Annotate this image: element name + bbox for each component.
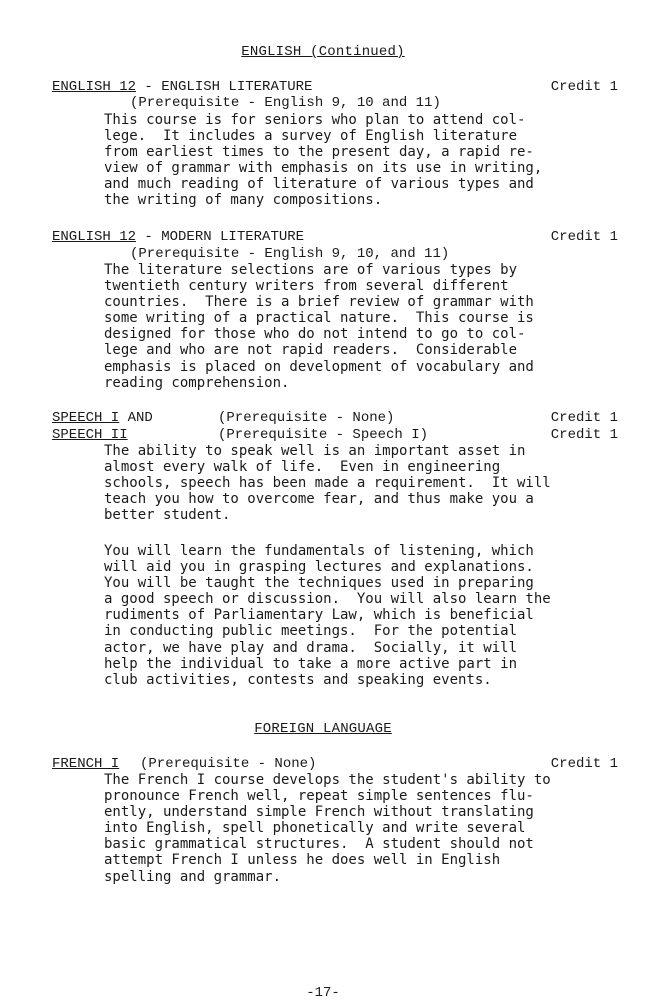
section-heading: FOREIGN LANGUAGE (254, 721, 392, 737)
course-prerequisite: (Prerequisite - None) (140, 756, 317, 772)
course-french-1-header (52, 756, 618, 773)
course-modern-literature-header (52, 229, 618, 246)
course-code: ENGLISH 12 (52, 229, 137, 245)
course-speech-2-header (52, 427, 618, 444)
page-heading: ENGLISH (Continued) (241, 44, 405, 60)
course-name: - ENGLISH LITERATURE (136, 79, 313, 95)
course-code: FRENCH I (52, 756, 120, 772)
course-title (52, 756, 119, 772)
course-title (52, 79, 312, 95)
course-title (52, 427, 128, 443)
course-french-1-description: The French I course develops the student's ability to pronounce French well, repeat simple sentences flu- ently, understand simple French without translating into English, spell phonetically and write several basic grammatical structures. A student should not attempt French I unless he does well in English spelling and grammar. (104, 772, 551, 885)
course-name: - MODERN LITERATURE (136, 229, 305, 245)
course-speech-1-header (52, 410, 618, 427)
course-prerequisite: (Prerequisite - English 9, 10, and 11) (130, 246, 450, 262)
course-credit: Credit 1 (550, 427, 618, 443)
course-code: SPEECH II (52, 427, 128, 443)
course-credit: Credit 1 (550, 756, 618, 772)
page-number: -17- (306, 985, 340, 1001)
speech-description-paragraph-2: You will learn the fundamentals of listening, which will aid you in grasping lectures and explanations. You will be taught the techniques used in preparing a good speech or discussion. You will also learn the rudiments of Parliamentary Law, which is beneficial in conducting public meetings. For the potential actor, we have play and drama. Socially, it will help the individual to take a more active part in club activities, contests and speaking events. (104, 543, 551, 688)
course-prerequisite: (Prerequisite - Speech I) (218, 427, 429, 443)
speech-description-paragraph-1: The ability to speak well is an important asset in almost every walk of life. Even in engineering schools, speech has been made a requirement. It will teach you how to overcome fear, and thus make you a better student. (104, 443, 551, 524)
course-connector: AND (119, 410, 153, 426)
course-english-literature-header (52, 79, 618, 96)
course-credit: Credit 1 (550, 79, 618, 95)
course-modern-literature-description: The literature selections are of various types by twentieth century writers from several different countries. There is a brief review of grammar with some writing of a practical nature. This course is designed for those who do not intend to go to col- lege and who are not rapid readers. Considerable emphasis is placed on development of vocabulary and reading comprehension. (104, 262, 534, 391)
course-prerequisite: (Prerequisite - None) (218, 410, 395, 426)
course-credit: Credit 1 (550, 229, 618, 245)
course-code: SPEECH I (52, 410, 120, 426)
course-code: ENGLISH 12 (52, 79, 137, 95)
course-credit: Credit 1 (550, 410, 618, 426)
course-title (52, 229, 304, 245)
course-title (52, 410, 153, 426)
course-english-literature-description: This course is for seniors who plan to attend col- lege. It includes a survey of English literature from earliest times to the present day, a rapid re- view of grammar with emphasis on its use in writing, and much reading of literature of various types and the writing of many compositions. (104, 112, 543, 209)
course-prerequisite: (Prerequisite - English 9, 10 and 11) (130, 95, 441, 111)
